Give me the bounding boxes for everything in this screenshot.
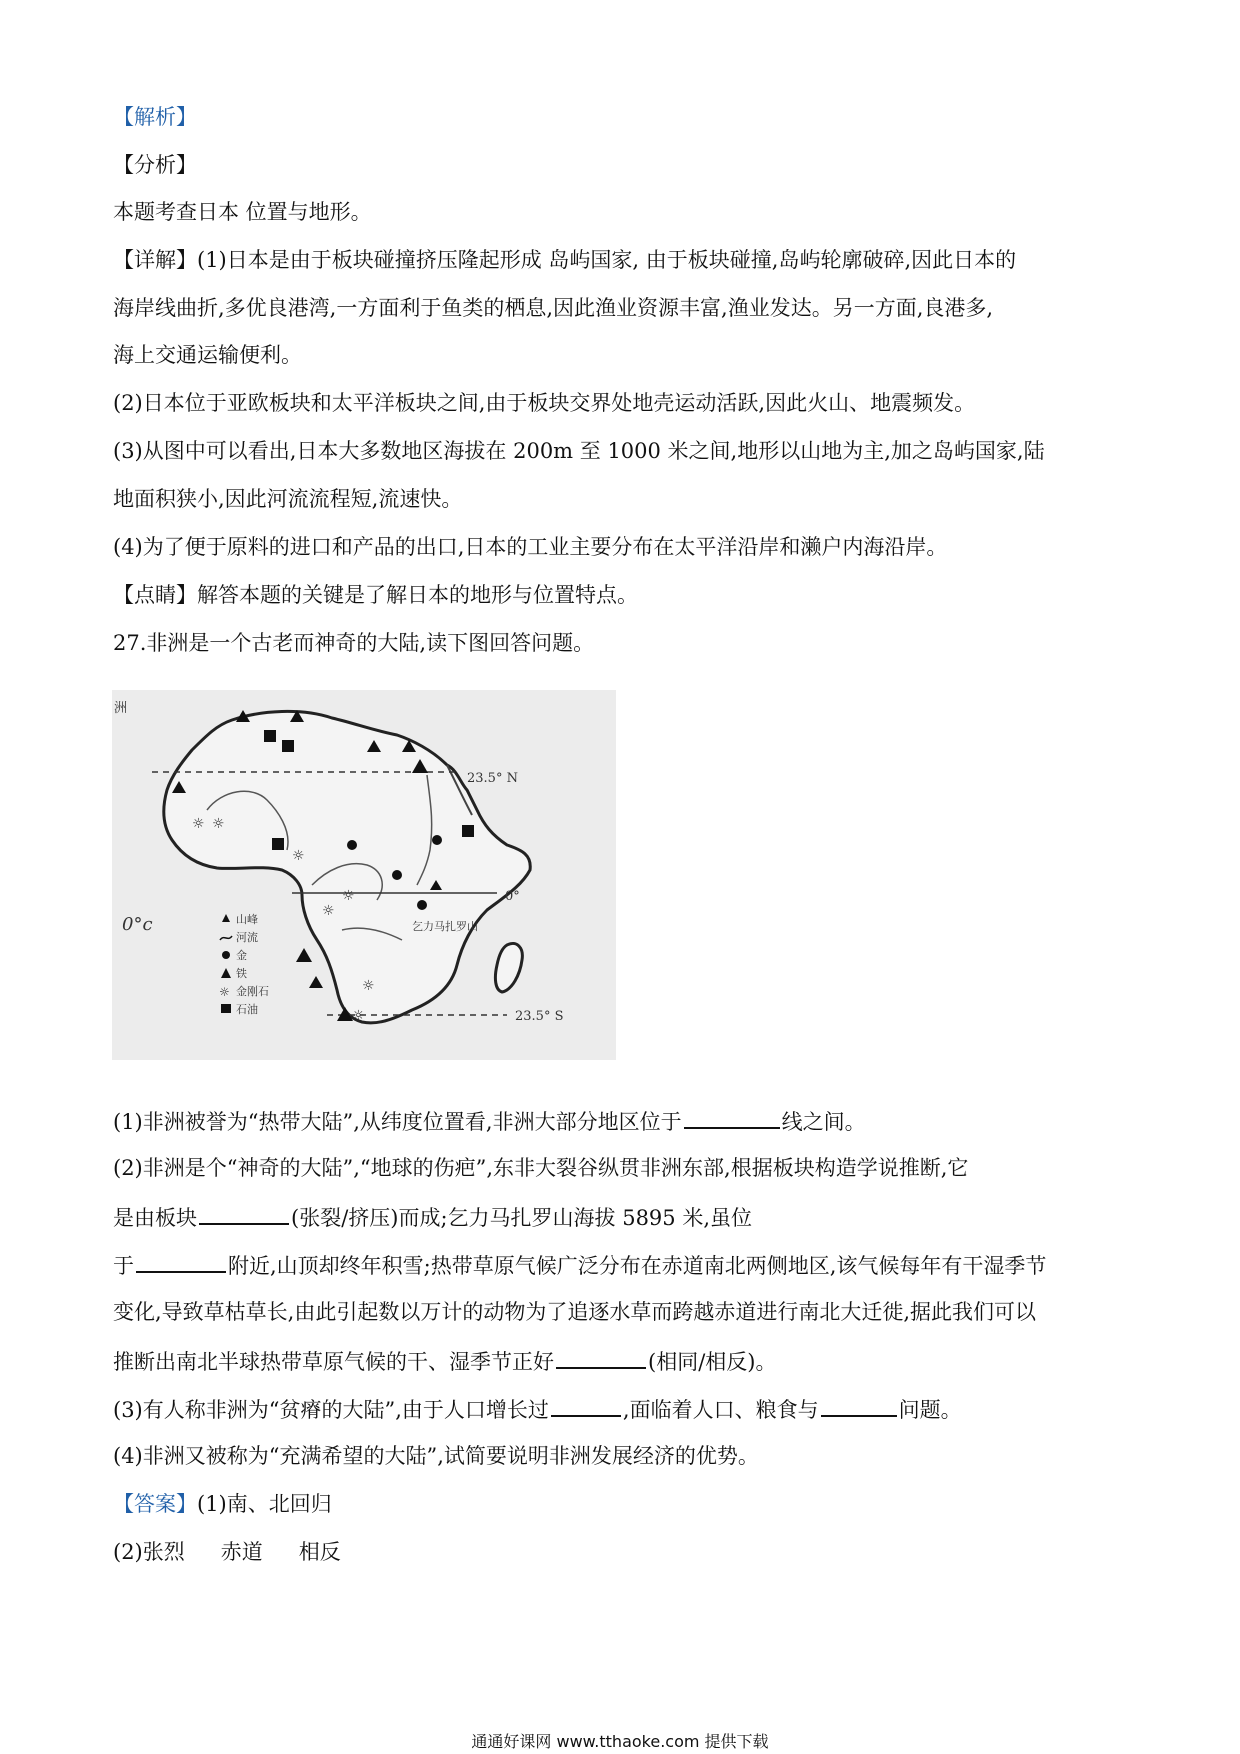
answer-2-item: 张烈: [142, 1540, 185, 1564]
dianjing-text: 解答本题的关键是了解日本的地形与位置特点。: [197, 583, 638, 607]
diamond-icon: ☼: [292, 848, 305, 864]
tropic-s-label: 23.5° S: [515, 1009, 564, 1024]
dianjing-line: [113, 580, 1133, 610]
answer-2-item: 赤道: [220, 1540, 263, 1564]
africa-map: [112, 690, 616, 1060]
fenxi-text: 本题考查日本 位置与地形。: [113, 200, 372, 224]
legend-peak: 山峰: [236, 913, 258, 926]
detail-text-1: (1)日本是由于板块碰撞挤压隆起形成 岛屿国家, 由于板块碰撞,岛屿轮廓破碎,因此日本的: [197, 248, 1017, 272]
detail-line-2: 海岸线曲折,多优良港湾,一方面利于鱼类的栖息,因此渔业资源丰富,渔业发达。另一方面,良港多,: [113, 296, 994, 320]
diamond-icon: ☼: [362, 978, 375, 994]
question-2-text-c1: 于: [113, 1254, 134, 1278]
legend-diamond-icon: ☼: [219, 985, 230, 999]
answer-blank-4[interactable]: [556, 1345, 646, 1369]
question-2-line-e: [113, 1345, 1133, 1377]
question-2-line-a: (2)非洲是个“神奇的大陆”,“地球的伤疤”,东非大裂谷纵贯非洲东部,根据板块构造学说推断,它: [113, 1156, 969, 1180]
legend-gold-icon: [222, 951, 230, 959]
detail-line-1: [113, 245, 1133, 275]
legend-oil: 石油: [236, 1003, 258, 1016]
answer-line-1: [113, 1489, 1133, 1519]
legend-diamond: 金刚石: [236, 985, 269, 998]
detail-line-3: 海上交通运输便利。: [113, 343, 302, 367]
answer-label: 【答案】: [113, 1492, 197, 1516]
detail-label: 【详解】: [113, 248, 197, 272]
kilimanjaro-label: 乞力马扎罗山: [412, 920, 478, 933]
question-2-line-b: [113, 1201, 1133, 1233]
tropic-n-label: 23.5° N: [467, 771, 518, 786]
answer-2-prefix: (2): [113, 1540, 143, 1564]
diamond-icon: ☼: [212, 816, 225, 832]
answer-blank-3[interactable]: [136, 1249, 226, 1273]
legend-gold: 金: [236, 949, 247, 962]
map-side-text: 0°c: [122, 914, 153, 935]
answer-blank-1[interactable]: [684, 1105, 780, 1129]
answer-line-2: [113, 1537, 1133, 1567]
equator-label: 0°: [505, 889, 520, 904]
question-3-text-c: 问题。: [898, 1398, 962, 1422]
question-2-text-c2: 附近,山顶却终年积雪;热带草原气候广泛分布在赤道南北两侧地区,该气候每年有干湿季节: [228, 1254, 1047, 1278]
analysis-label: 【解析】: [113, 105, 197, 129]
detail-para-2: (2)日本位于亚欧板块和太平洋板块之间,由于板块交界处地壳运动活跃,因此火山、地震频发。: [113, 391, 976, 415]
oil-icon: [282, 740, 294, 752]
detail-para-3b: 地面积狭小,因此河流流程短,流速快。: [113, 487, 463, 511]
question-2-line-d: 变化,导致草枯草长,由此引起数以万计的动物为了追逐水草而跨越赤道进行南北大迁徙,据此我们可以: [113, 1300, 1037, 1324]
answer-blank-2[interactable]: [199, 1201, 289, 1225]
answer-2-item: 相反: [298, 1540, 341, 1564]
detail-para-4: (4)为了便于原料的进口和产品的出口,日本的工业主要分布在太平洋沿岸和濑户内海沿岸。: [113, 535, 948, 559]
gold-icon: [347, 840, 357, 850]
legend-oil-icon: [221, 1004, 231, 1013]
gold-icon: [392, 870, 402, 880]
diamond-icon: ☼: [192, 816, 205, 832]
map-corner-text: 洲: [114, 701, 128, 716]
dianjing-label: 【点睛】: [113, 583, 197, 607]
answer-1: (1)南、北回归: [197, 1492, 332, 1516]
question-3: [113, 1393, 1133, 1425]
page-footer: 通通好课网 www.tthaoke.com 提供下载: [471, 1732, 769, 1751]
question-1: [113, 1105, 1133, 1137]
gold-icon: [432, 835, 442, 845]
diamond-icon: ☼: [342, 888, 355, 904]
detail-para-3a: (3)从图中可以看出,日本大多数地区海拔在 200m 至 1000 米之间,地形以山地为主,加之岛屿国家,陆: [113, 439, 1045, 463]
oil-icon: [462, 825, 474, 837]
question-1-text-a: (1)非洲被誉为“热带大陆”,从纬度位置看,非洲大部分地区位于: [113, 1110, 682, 1134]
question-2-text-e1: 推断出南北半球热带草原气候的干、湿季节正好: [113, 1350, 554, 1374]
question-2-text-b2: (张裂/挤压)而成;乞力马扎罗山海拔 5895 米,虽位: [291, 1206, 753, 1230]
diamond-icon: ☼: [322, 903, 335, 919]
question-title: 27.非洲是一个古老而神奇的大陆,读下图回答问题。: [113, 631, 595, 655]
fenxi-label: 【分析】: [113, 153, 197, 177]
legend-iron: 铁: [236, 967, 247, 980]
question-2-text-e2: (相同/相反)。: [648, 1350, 777, 1374]
answer-blank-6[interactable]: [821, 1393, 897, 1417]
oil-icon: [264, 730, 276, 742]
question-4: (4)非洲又被称为“充满希望的大陆”,试简要说明非洲发展经济的优势。: [113, 1444, 759, 1468]
question-3-text-b: ,面临着人口、粮食与: [622, 1398, 819, 1422]
diamond-icon: ☼: [352, 1008, 365, 1024]
question-3-text-a: (3)有人称非洲为“贫瘠的大陆”,由于人口增长过: [113, 1398, 549, 1422]
question-2-line-c: [113, 1249, 1133, 1281]
legend-river: 河流: [236, 931, 258, 944]
question-2-text-b1: 是由板块: [113, 1206, 197, 1230]
gold-icon: [417, 900, 427, 910]
answer-blank-5[interactable]: [551, 1393, 621, 1417]
oil-icon: [272, 838, 284, 850]
question-1-text-b: 线之间。: [781, 1110, 866, 1134]
